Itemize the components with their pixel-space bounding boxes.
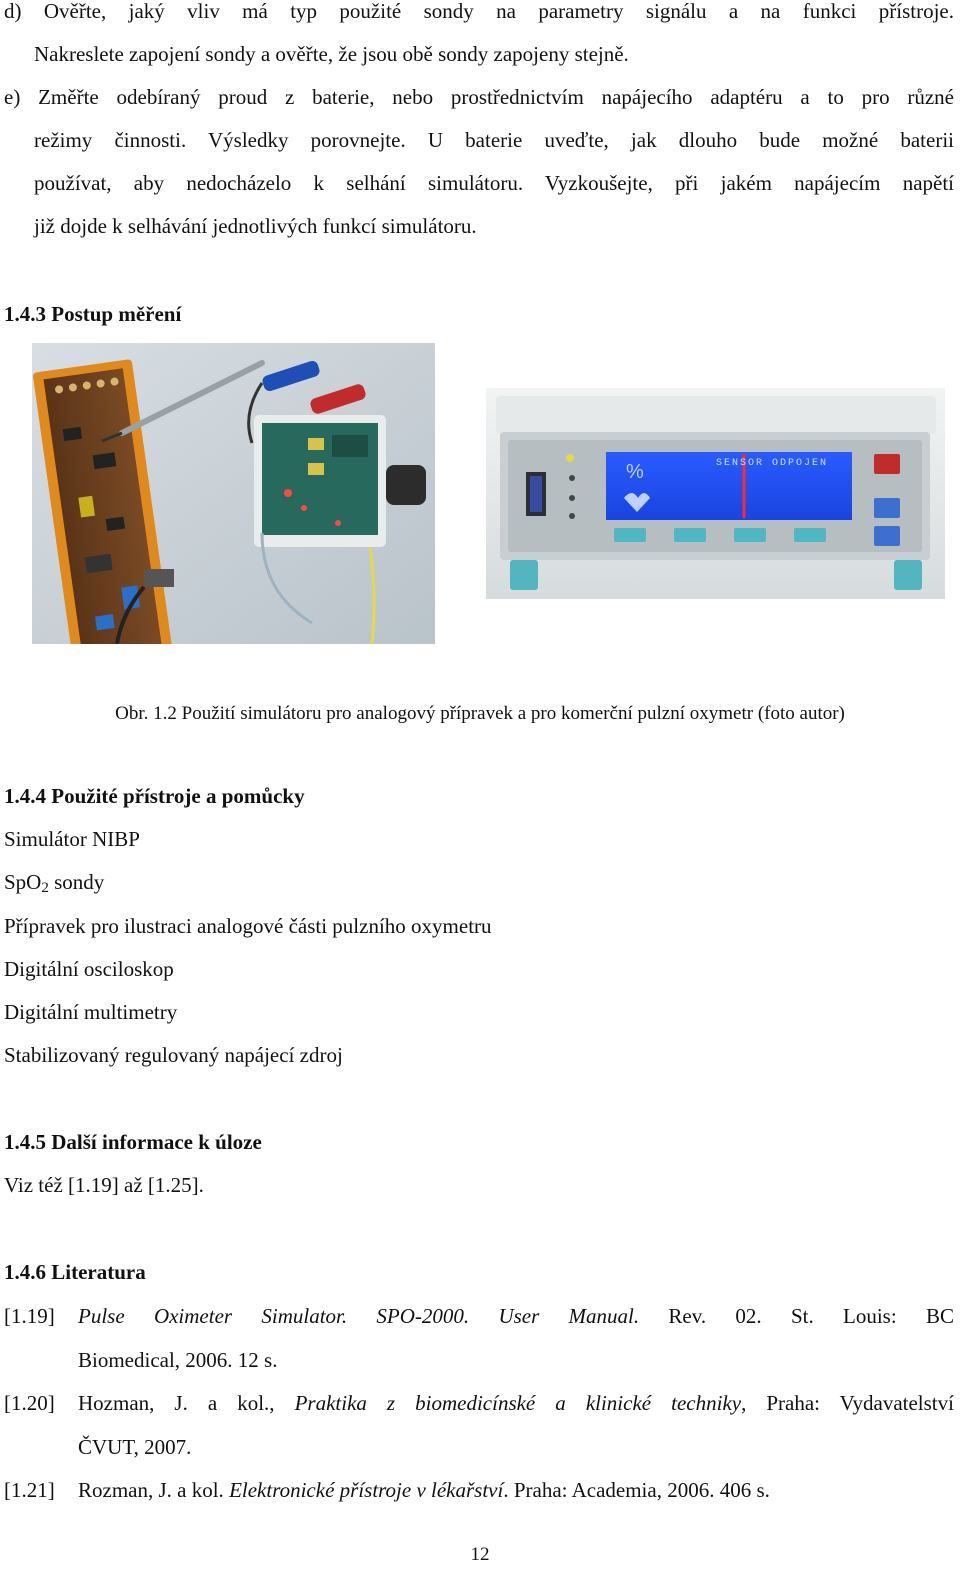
reference-authors: Hozman, J. a kol., xyxy=(78,1391,275,1415)
intro-e-line2: režimy činnosti. Výsledky porovnejte. U baterie uveďte, jak dlouho bude možné baterii xyxy=(34,128,954,152)
page-number: 12 xyxy=(470,1544,490,1565)
reference-authors: Rozman, J. a kol. xyxy=(78,1478,224,1502)
intro-e-line3: používat, aby nedocházelo k selhání simulátoru. Vyzkoušejte, při jakém napájecím napětí xyxy=(34,171,954,195)
reference-rest: . Praha: Academia, 2006. 406 s. xyxy=(503,1478,770,1502)
reference-number: [1.21] xyxy=(4,1478,55,1502)
intro-e-line4: již dojde k selhávání jednotlivých funkcí simulátoru. xyxy=(34,214,477,238)
reference-title: Pulse Oximeter Simulator. SPO-2000. User Manual. xyxy=(78,1304,640,1328)
reference-number: [1.20] xyxy=(4,1391,55,1415)
section-heading-146: 1.4.6 Literatura xyxy=(4,1260,146,1284)
spo2-suffix: sondy xyxy=(48,870,105,894)
reference-item xyxy=(4,1382,954,1469)
spo2-subscript: 2 xyxy=(41,880,49,896)
reference-line: Biomedical, 2006. 12 s. xyxy=(78,1347,278,1372)
list-item: Stabilizovaný regulovaný napájecí zdroj xyxy=(4,1043,343,1067)
reference-rest: Rev. 02. St. Louis: BC xyxy=(639,1304,954,1328)
reference-line xyxy=(78,1382,954,1426)
photo-pulse-oximeter xyxy=(486,388,945,599)
list-item: Přípravek pro ilustraci analogové části pulzního oxymetru xyxy=(4,914,492,938)
section-heading-144: 1.4.4 Použité přístroje a pomůcky xyxy=(4,784,305,808)
reference-item xyxy=(4,1295,954,1382)
section-heading-143: 1.4.3 Postup měření xyxy=(4,302,182,326)
intro-d-line1: d) Ověřte, jaký vliv má typ použité sondy na parametry signálu a na funkci přístroje. xyxy=(4,0,954,23)
list-item: Digitální multimetry xyxy=(4,1000,178,1024)
reference-title: Praktika z biomedicínské a klinické techniky xyxy=(294,1391,742,1415)
section-145-text: Viz též [1.19] až [1.25]. xyxy=(4,1173,204,1197)
reference-line: ČVUT, 2007. xyxy=(78,1434,192,1459)
list-item: Simulátor NIBP xyxy=(4,827,140,851)
reference-number: [1.19] xyxy=(4,1304,55,1328)
reference-line xyxy=(78,1469,954,1513)
screen-status-text: SENSOR ODPOJEN xyxy=(716,458,829,469)
list-item: Digitální osciloskop xyxy=(4,957,174,981)
reference-item xyxy=(4,1469,954,1513)
reference-title: Elektronické přístroje v lékařství xyxy=(229,1478,504,1502)
screen-percent-symbol: % xyxy=(626,461,644,483)
spo2-prefix: SpO xyxy=(4,870,42,894)
intro-d-line2: Nakreslete zapojení sondy a ověřte, že jsou obě sondy zapojeny stejně. xyxy=(34,42,629,66)
list-item-spo2 xyxy=(4,870,104,897)
photo-simulator-board xyxy=(32,343,435,644)
reference-line xyxy=(78,1295,954,1339)
figure-caption: Obr. 1.2 Použití simulátoru pro analogový přípravek a pro komerční pulzní oxymetr (foto autor) xyxy=(115,703,845,724)
reference-rest: , Praha: Vydavatelství xyxy=(741,1391,954,1415)
section-heading-145: 1.4.5 Další informace k úloze xyxy=(4,1130,262,1154)
intro-e-line1: e) Změřte odebíraný proud z baterie, nebo prostřednictvím napájecího adaptéru a to pro různé xyxy=(4,85,954,109)
